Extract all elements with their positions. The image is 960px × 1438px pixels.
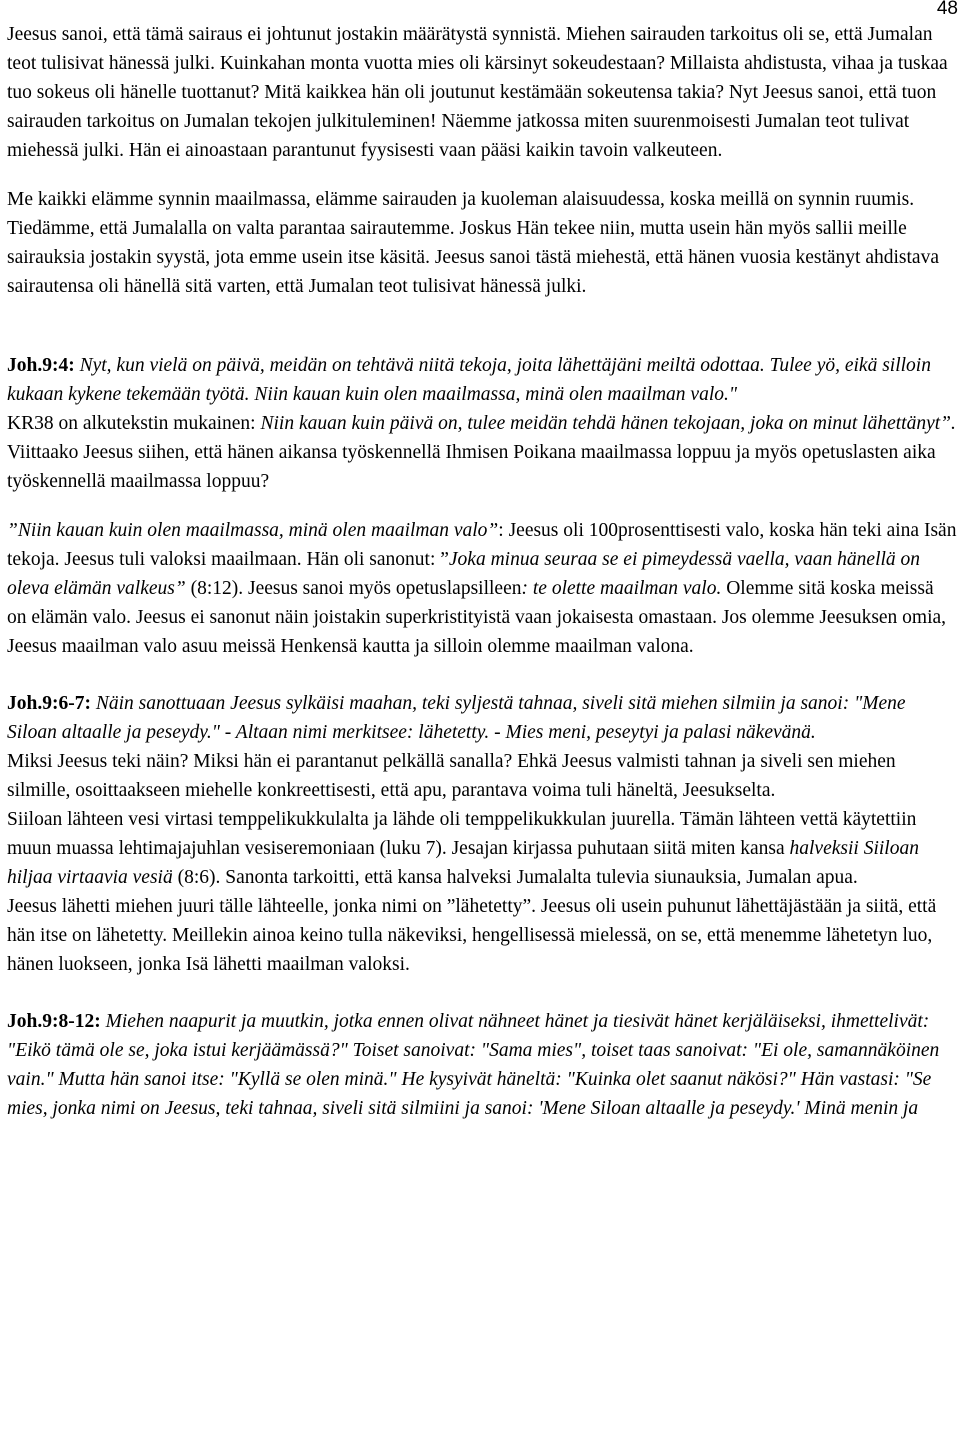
kr38-intro: KR38 on alkutekstin mukainen: bbox=[7, 413, 261, 434]
paragraph-sin-world: Me kaikki elämme synnin maailmassa, elämme sairauden ja kuoleman alaisuudessa, koska meillä on synnin ruumis. Tiedämme, että Jumalalla on valta parantaa sairautemme. Joskus Hän tekee niin, mutta usein hän myös sallii meille sairauksia jostakin syystä, jota emme usein itse käsitä. Jeesus sanoi tästä miehestä, että hänen vuosia kestänyt ahdistava sairautensa oli hänellä sitä varten, että Jumalan teot tulisivat hänessä julki. bbox=[7, 189, 939, 297]
section-joh-9-8-12 bbox=[7, 1007, 957, 1123]
paragraph-siloam-spring: Siiloan lähteen vesi virtasi temppelikukkulalta ja lähde oli temppelikukkulan juurella. Tämän lähteen vettä käytettiin muun muassa lehtimajajuhlan vesiseremoniaan (luku 7). Jesajan kirjassa puhutaan siitä miten kansa halveksii Siiloan hiljaa virtaavia vesiä (8:6). Sanonta tarkoitti, että kansa halveksi Jumalalta tulevia siunauksia, Jumalan apua. bbox=[7, 809, 919, 888]
paragraph-kr38 bbox=[7, 409, 957, 496]
verse-text: Näin sanottuaan Jeesus sylkäisi maahan, teki syljestä tahnaa, siveli sitä miehen silmiin ja sanoi: "Mene Siloan altaalle ja peseydy." - Altaan nimi merkitsee: lähetetty. - Mies meni, peseytyi ja palasi näkevänä. bbox=[7, 693, 906, 743]
verse-reference: Joh.9:8-12: bbox=[7, 1011, 101, 1032]
section-joh-9-4 bbox=[7, 351, 957, 409]
document-body bbox=[7, 20, 957, 1123]
quote-follow: Joka minua seuraa se ei pimeydessä vaella, vaan hänellä on oleva elämän valkeus” bbox=[7, 549, 921, 599]
paragraph-sickness-purpose: Jeesus sanoi, että tämä sairaus ei johtunut jostakin määrätystä synnistä. Miehen sairauden tarkoitus oli se, että Jumalan teot tulisivat hänessä julki. Kuinkahan monta vuotta mies oli kärsinyt sokeudestaan? Millaista ahdistusta, vihaa ja tuskaa tuo sokeus oli hänelle tuottanut? Mitä kaikkea hän oli joutunut kestämään sokeutensa takia? Nyt Jeesus sanoi, että tuon sairauden tarkoitus on Jumalan tekojen julkituleminen! Näemme jatkossa miten suurenmoisesti Jumalan teot tulivat miehessä julki. Hän ei ainoastaan parantunut fyysisesti vaan pääsi kaikin tavoin valkeuteen. bbox=[7, 24, 948, 161]
verse-text: Nyt, kun vielä on päivä, meidän on tehtävä niitä tekoja, joita lähettäjäni meiltä odottaa. Tulee yö, eikä silloin kukaan kykene tekemään työtä. Niin kauan kuin olen maailmassa, minä olen maailman valo." bbox=[7, 355, 931, 405]
quote-light: ”Niin kauan kuin olen maailmassa, minä olen maailman valo” bbox=[7, 520, 499, 541]
verse-text: Miehen naapurit ja muutkin, jotka ennen olivat nähneet hänet ja tiesivät hänet kerjäläiseksi, ihmettelivät: "Eikö tämä ole se, joka istui kerjäämässä?" Toiset sanoivat: "Sama mies", toiset taas sanoivat: "Ei ole, samannäköinen vain." Mutta hän sanoi itse: "Kyllä se olen minä." He kysyivät häneltä: "Kuinka olet saanut näkösi?" Hän vastasi: "Se mies, jonka nimi on Jeesus, teki tahnaa, siveli sitä silmiini ja sanoi: 'Mene Siloan altaalle ja peseydy.' Minä menin ja bbox=[7, 1011, 940, 1119]
verse-reference: Joh.9:4: bbox=[7, 355, 75, 376]
kr38-commentary: Viittaako Jeesus siihen, että hänen aikansa työskennellä Ihmisen Poikana maailmassa loppuu ja myös opetuslasten aika työskennellä maailmassa loppuu? bbox=[7, 442, 936, 492]
verse-reference: Joh.9:6-7: bbox=[7, 693, 91, 714]
page-number: 48 bbox=[936, 0, 958, 19]
kr38-quote: Niin kauan kuin päivä on, tulee meidän tehdä hänen tekojaan, joka on minut lähettänyt”. bbox=[260, 413, 956, 434]
section-joh-9-6-7 bbox=[7, 689, 957, 747]
paragraph-light-of-world: ”Niin kauan kuin olen maailmassa, minä olen maailman valo”: Jeesus oli 100prosenttisesti valo, koska hän teki aina Isän tekoja. Jeesus tuli valoksi maailmaan. Hän oli sanonut: ”Joka minua seuraa se ei pimeydessä vaella, vaan hänellä on oleva elämän valkeus” (8:12). Jeesus sanoi myös opetuslapsilleen: te olette maailman valo. Olemme sitä koska meissä on elämän valo. Jeesus ei sanonut näin joistakin superkristityistä vaan jokaisesta omastaan. Jos olemme Jeesuksen omia, Jeesus maailman valo asuu meissä Henkensä kautta ja silloin olemme maailman valona. bbox=[7, 520, 957, 657]
quote-you-are-light: : te olette maailman valo. bbox=[521, 578, 722, 599]
paragraph-sent-one: Jeesus lähetti miehen juuri tälle lähteelle, jonka nimi on ”lähetetty”. Jeesus oli usein puhunut lähettäjästään ja siitä, että hän itse on lähetetty. Meillekin ainoa keino tulla näkeviksi, hengellisessä mielessä, on se, että menemme lähetetyn luo, hänen luokseen, jonka Isä lähetti maailman valoksi. bbox=[7, 896, 937, 975]
paragraph-why-paste: Miksi Jeesus teki näin? Miksi hän ei parantanut pelkällä sanalla? Ehkä Jeesus valmisti tahnan ja siveli sen miehen silmille, osoittaakseen miehelle konkreettisesti, että apu, parantava voima tuli häneltä, Jeesukselta. bbox=[7, 751, 896, 801]
quote-isaiah: halveksii Siiloan hiljaa virtaavia vesiä bbox=[7, 838, 919, 888]
